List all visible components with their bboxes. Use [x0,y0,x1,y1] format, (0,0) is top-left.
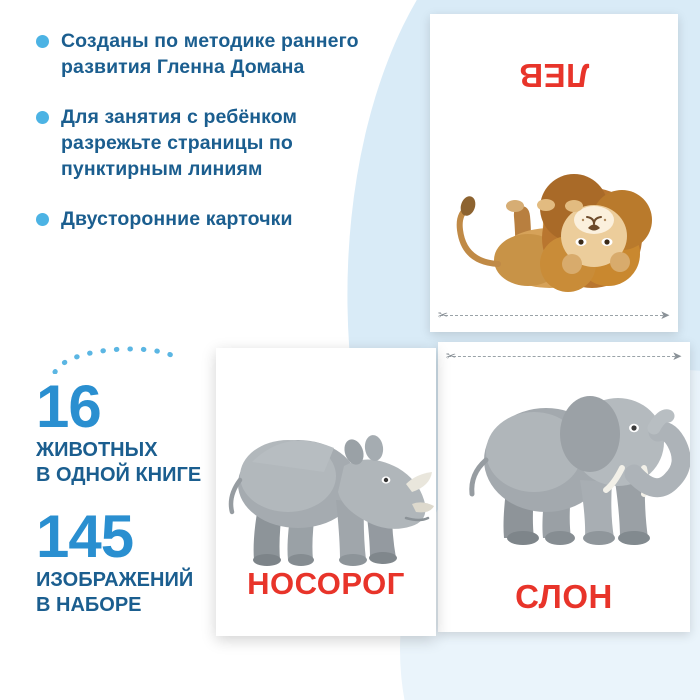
bullet-dot-icon [36,111,49,124]
stat-number: 145 [36,503,134,570]
cut-arrow-icon: ➤ [671,349,682,363]
feature-list [36,28,366,256]
list-item [36,28,366,80]
feature-text: Созданы по методике раннего развития Гленна Домана [61,30,359,78]
feature-text: Для занятия с ребёнком разрежьте страницы по пунктирным линиям [61,106,298,180]
stats-block [36,373,202,638]
card-title: НОСОРОГ [247,566,405,601]
dotted-arc-icon [52,340,182,374]
feature-text: Двусторонние карточки [61,208,293,230]
stat-images [36,503,201,616]
lion-illustration [430,104,678,294]
stat-animals [36,373,202,486]
card-lion [430,14,678,332]
card-title: СЛОН [515,578,613,615]
scissors-icon: ✂ [446,349,457,363]
elephant-illustration [438,356,690,571]
stat-number: 16 [36,373,101,440]
stat-label-line2: В НАБОРЕ [36,594,142,616]
stat-label-line2: В ОДНОЙ КНИГЕ [36,464,202,486]
stat-label-line1: ИЗОБРАЖЕНИЙ [36,569,194,591]
list-item [36,104,366,182]
card-rhino [216,348,436,636]
bullet-dot-icon [36,213,49,226]
card-title: ЛЕВ [518,57,590,94]
card-elephant [438,342,690,632]
scissors-icon: ✂ [438,308,449,322]
rhino-illustration [216,388,436,588]
cut-line [440,315,668,316]
bullet-dot-icon [36,35,49,48]
cut-arrow-icon: ➤ [659,308,670,322]
stat-label-line1: ЖИВОТНЫХ [36,439,158,461]
list-item [36,206,366,232]
